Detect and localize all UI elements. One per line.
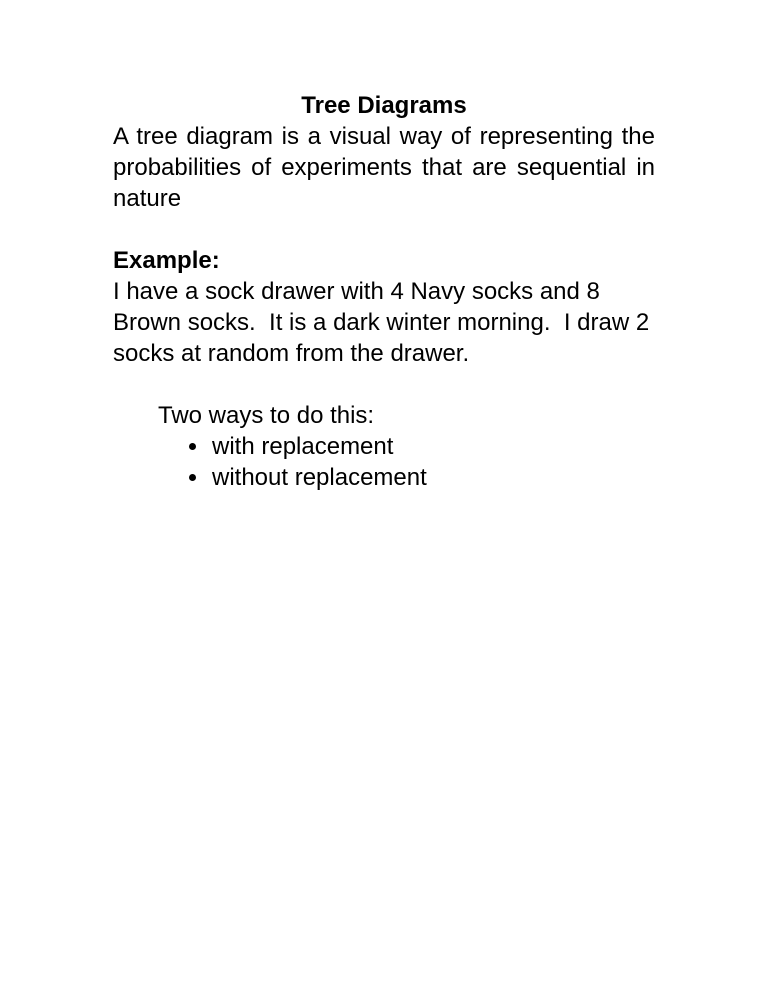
intro-paragraph: A tree diagram is a visual way of representing the probabilities of experiments that are sequential in nature <box>113 123 655 212</box>
ways-section <box>158 400 655 493</box>
ways-list <box>158 431 655 493</box>
document-page <box>113 90 655 493</box>
list-item-text: with replacement <box>212 433 394 460</box>
bullet-icon <box>189 474 196 481</box>
list-item-text: without replacement <box>212 464 427 491</box>
example-heading: Example: <box>113 247 220 274</box>
list-item <box>189 462 655 493</box>
document-title: Tree Diagrams <box>301 92 467 119</box>
list-item <box>189 431 655 462</box>
ways-label: Two ways to do this: <box>158 402 375 429</box>
bullet-icon <box>189 443 196 450</box>
example-paragraph: I have a sock drawer with 4 Navy socks and 8 Brown socks. It is a dark winter morning. I draw 2 socks at random from the drawer. <box>113 278 656 367</box>
